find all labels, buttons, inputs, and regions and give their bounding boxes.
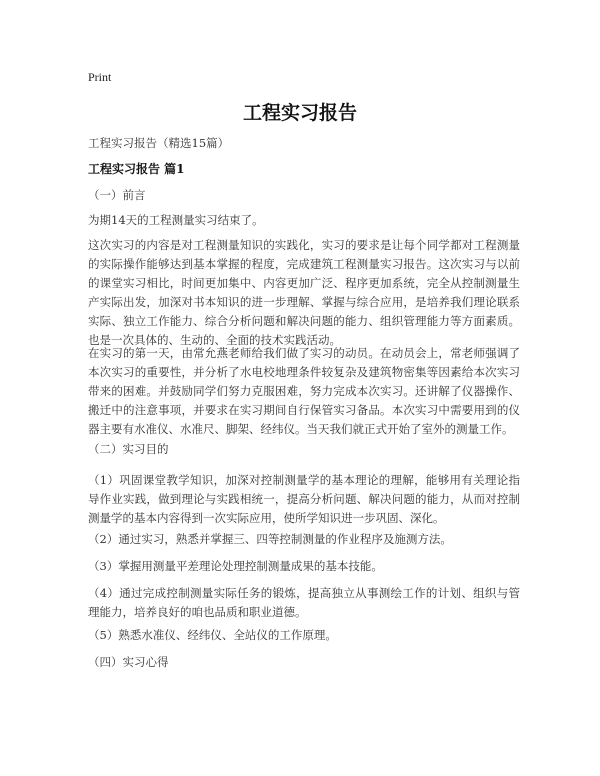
paragraph-content: 这次实习的内容是对工程测量知识的实践化，实习的要求是让每个同学都对工程测量的实际操作能够达到基本掌握的程度，完成建筑工程测量实习报告。这次实习与以前的课堂实习相比，时间更加集中、内容更加广泛、程序更加系统，完全从控制测量生产实际出发，加深对书本知识的进一步理解、掌握与综合应用，是培养我们理论联系实际、独立工作能力、综合分析问题和解决问题的能力、组织管理能力等方面素质。也是一次具体的、生动的、全面的技术实践活动。 bbox=[88, 238, 520, 347]
paragraph-purpose-1: （1）巩固课堂教学知识，加深对控制测量学的基本理论的理解，能够用有关理论指导作业实践，做到理论与实践相统一，提高分析问题、解决问题的能力，从而对控制测量学的基本内容得到一次实际应用，使所学知识进一步巩固、深化。 bbox=[88, 473, 520, 525]
paragraph-purpose-5: （5）熟悉水准仪、经纬仪、全站仪的工作原理。 bbox=[88, 628, 337, 642]
page-title: 工程实习报告 bbox=[242, 102, 357, 124]
section-heading: 工程实习报告 篇1 bbox=[88, 162, 185, 176]
paragraph-purpose-2: （2）通过实习，熟悉并掌握三、四等控制测量的作业程序及施测方法。 bbox=[88, 532, 452, 546]
paragraph-preface-heading: （一）前言 bbox=[88, 188, 146, 202]
paragraph-experience-heading: （四）实习心得 bbox=[88, 655, 169, 669]
paragraph-purpose-3: （3）掌握用测量平差理论处理控制测量成果的基本技能。 bbox=[88, 559, 383, 573]
paragraph-first-day: 在实习的第一天，由常允燕老师给我们做了实习的动员。在动员会上，常老师强调了本次实习的重要性，并分析了水电校地理条件较复杂及建筑物密集等因素给本次实习带来的困难。并鼓励同学们努力克服困难，努力完成本次实习。还讲解了仪器操作、搬迁中的注意事项，并要求在实习期间自行保管实习备品。本次实习中需要用到的仪器主要有水准仪、水准尺、脚架、经纬仪。当天我们就正式开始了室外的测量工作。 bbox=[88, 346, 520, 436]
print-link[interactable]: Print bbox=[88, 70, 112, 84]
paragraph-purpose-4: （4）通过完成控制测量实际任务的锻炼，提高独立从事测绘工作的计划、组织与管理能力，培养良好的咱也品质和职业道德。 bbox=[88, 586, 520, 619]
paragraph-intro: 为期14天的工程测量实习结束了。 bbox=[88, 213, 264, 227]
paragraph-purpose-heading: （二）实习目的 bbox=[88, 442, 169, 456]
subtitle: 工程实习报告（精选15篇） bbox=[88, 136, 230, 150]
